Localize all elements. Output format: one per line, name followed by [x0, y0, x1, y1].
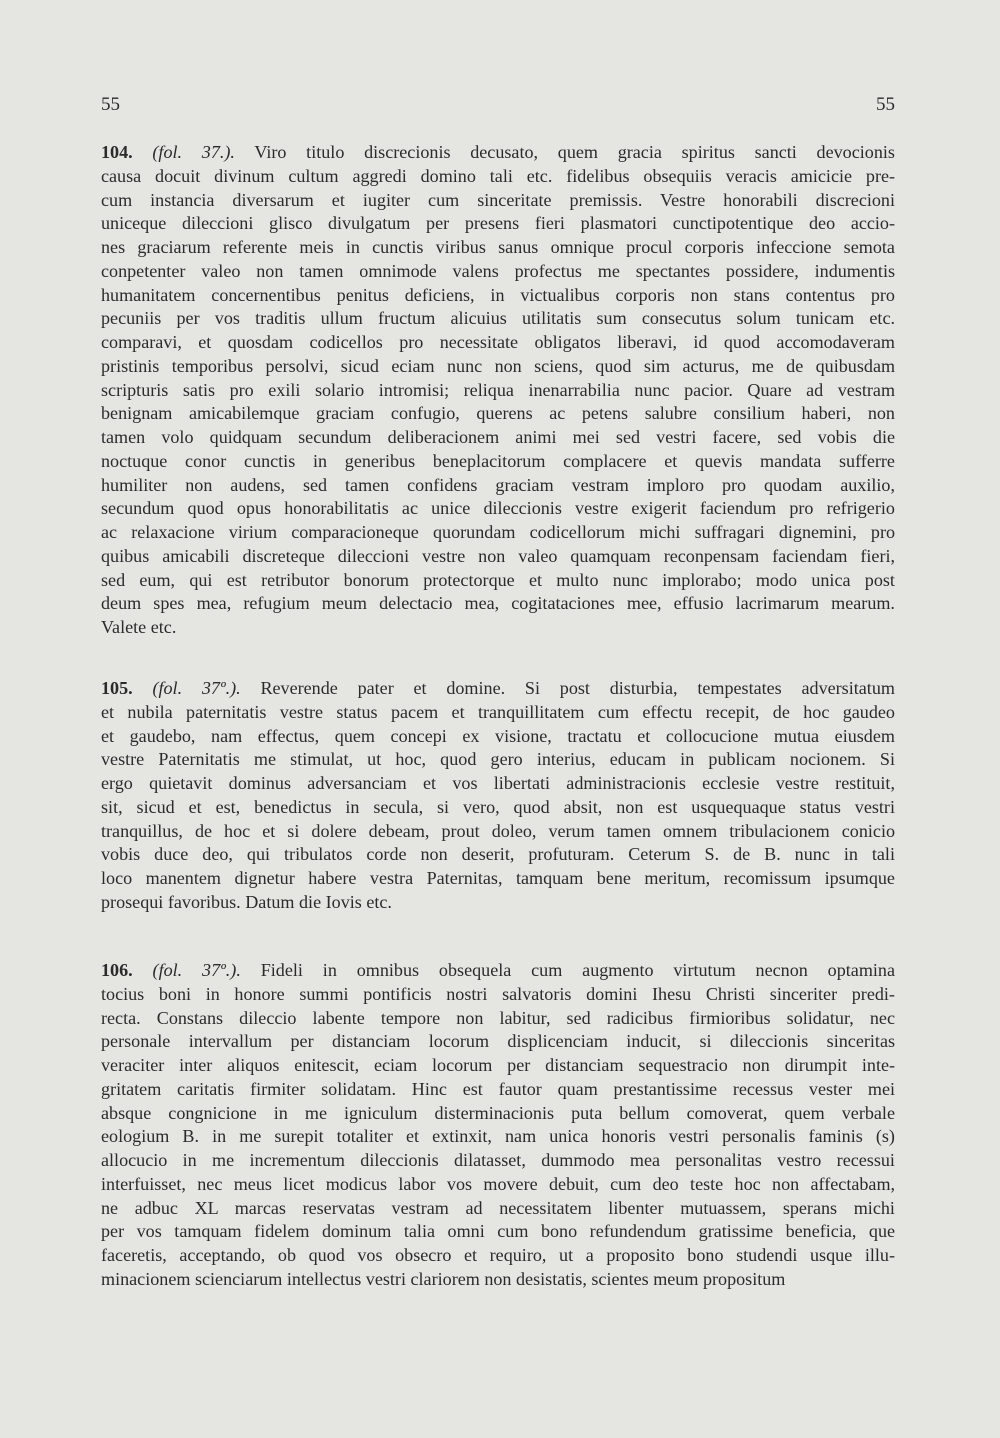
- line-text: secundum quod opus honorabilitatis ac unice dileccionis vestre exigerit faciendum pro refrigerio: [101, 498, 895, 519]
- entry-106: [101, 959, 895, 1292]
- text-line: [101, 772, 895, 796]
- line-text: eologium B. in me surepit totaliter et extinxit, nam unica honoris vestri personalis faminis (s): [101, 1126, 895, 1147]
- text-line: [101, 402, 895, 426]
- line-text: scripturis satis pro exili solario intromisi; reliqua inenarrabilia nunc pacior. Quare ad vestram: [101, 379, 895, 400]
- text-line: [101, 983, 895, 1007]
- line-text: noctuque conor cunctis in generibus beneplacitorum complacere et quevis mandata sufferre: [101, 450, 895, 471]
- entry-number: 106.: [101, 960, 133, 980]
- line-text: uniceque dileccioni glisco divulgatum per presens fieri plasmatori cunctipotentique deo accio-: [101, 213, 895, 234]
- text-line: [101, 497, 895, 521]
- page-header: [101, 94, 895, 118]
- text-line: [101, 1197, 895, 1221]
- line-text: veraciter inter aliquos enitescit, eciam locorum per distanciam sequestracio non dirumpit inte-: [101, 1055, 895, 1075]
- folio-reference: (fol. 37.).: [152, 142, 235, 162]
- text-line: [101, 1102, 895, 1126]
- text-line: [101, 569, 895, 593]
- text-line: [101, 189, 895, 213]
- text-line: [101, 820, 895, 844]
- text-line: [101, 959, 895, 983]
- text-line: [101, 307, 895, 331]
- entry-number: 104.: [101, 142, 133, 162]
- text-line: [101, 1220, 895, 1244]
- line-text: humanitatem concernentibus penitus deficiens, in victualibus corporis non stans contentus pro: [101, 284, 895, 305]
- text-line: [101, 1244, 895, 1268]
- line-text: recta. Constans dileccio labente tempore non labitur, sed radicibus firmioribus solidatur, nec: [101, 1007, 895, 1028]
- text-line: [101, 545, 895, 569]
- line-text: ac relaxacione virium comparacioneque quorundam codicellorum michi suffragari dignemini, pro: [101, 522, 895, 542]
- line-text: interfuisset, nec meus licet modicus labor vos movere debuit, cum deo teste hoc non affectabam,: [101, 1173, 895, 1194]
- text-line: [101, 141, 895, 165]
- text-line: [101, 725, 895, 749]
- text-line: [101, 212, 895, 236]
- line-text: tocius boni in honore summi pontificis nostri salvatoris domini Ihesu Christi sinceriter predi-: [101, 983, 895, 1004]
- text-line: [101, 284, 895, 308]
- folio-reference: (fol. 37º.).: [152, 960, 241, 980]
- entry-number: 105.: [101, 678, 133, 698]
- text-line: [101, 379, 895, 403]
- text-line: [101, 1030, 895, 1054]
- text-line: [101, 355, 895, 379]
- line-text: et gaudebo, nam effectus, quem concepi ex visione, tractatu et collocucione mutua eiusdem: [101, 725, 895, 746]
- entry-104: [101, 141, 895, 640]
- text-line: [101, 521, 895, 545]
- text-line: [101, 474, 895, 498]
- line-text: cum instancia diversarum et iugiter cum sinceritate premissis. Vestre honorabili discrecioni: [101, 189, 895, 210]
- text-line: [101, 796, 895, 820]
- text-line: [101, 426, 895, 450]
- text-line: [101, 1125, 895, 1149]
- line-text: vestre Paternitatis me stimulat, ut hoc, quod gero interius, educam in publicam nocionem. Si: [101, 749, 895, 770]
- text-line: [101, 867, 895, 891]
- text-line: [101, 677, 895, 701]
- line-text: tamen volo quidquam secundum deliberacionem animi mei sed vestri facere, sed vobis die: [101, 427, 895, 447]
- line-text: ne adbuc XL marcas reservatas vestram ad necessitatem libenter mutuassem, sperans michi: [101, 1197, 895, 1218]
- line-text: per vos tamquam fidelem dominum talia omni cum bono refundendum gratissime beneficia, que: [101, 1221, 895, 1242]
- text-line: [101, 616, 895, 640]
- text-line: [101, 1149, 895, 1173]
- text-line: [101, 236, 895, 260]
- text-line: [101, 331, 895, 355]
- line-text: allocucio in me incrementum dileccionis dilatasset, dummodo mea personalitas vestro recessui: [101, 1150, 895, 1170]
- line-text: gritatem caritatis firmiter solidatam. Hinc est fautor quam prestantissime recessus vester mei: [101, 1078, 895, 1099]
- page-number-right: 55: [876, 94, 895, 115]
- line-text: minacionem scienciarum intellectus vestri clariorem non desistatis, scientes meum propositum: [101, 1268, 786, 1289]
- text-line: [101, 450, 895, 474]
- line-text: causa docuit divinum cultum aggredi domino tali etc. fidelibus obsequiis veracis amicicie pre-: [101, 165, 895, 186]
- entry-105: [101, 677, 895, 915]
- line-text: benignam amicabilemque graciam confugio, querens ac petens salubre consilium haberi, non: [101, 403, 895, 424]
- text-line: [101, 260, 895, 284]
- folio-reference: (fol. 37º.).: [152, 678, 241, 698]
- line-text: faceretis, acceptando, ob quod vos obsecro et requiro, ut a proposito bono studendi usque illu-: [101, 1245, 895, 1265]
- line-text: sed eum, qui est retributor bonorum protectorque et multo nunc implorabo; modo unica post: [101, 569, 895, 590]
- text-line: [101, 1054, 895, 1078]
- line-text: prosequi favoribus. Datum die Iovis etc.: [101, 891, 392, 912]
- line-text: vobis duce deo, qui tribulatos corde non deserit, profuturam. Ceterum S. de B. nunc in tali: [101, 844, 895, 865]
- text-line: [101, 592, 895, 616]
- line-text: absque congnicione in me igniculum disterminacionis puta bellum comoverat, quem verbale: [101, 1102, 895, 1123]
- line-text: Viro titulo discrecionis decusato, quem gracia spiritus sancti devocionis: [254, 142, 895, 162]
- text-line: [101, 1268, 895, 1292]
- line-text: et nubila paternitatis vestre status pacem et tranquillitatem cum effectu recepit, de hoc gaudeo: [101, 701, 895, 722]
- page-number-left: 55: [101, 94, 120, 115]
- line-text: pecuniis per vos traditis ullum fructum alicuius utilitatis sum consecutus solum tunicam etc.: [101, 308, 895, 329]
- text-line: [101, 1173, 895, 1197]
- line-text: humiliter non audens, sed tamen confidens graciam vestram imploro pro quodam auxilio,: [101, 474, 895, 495]
- line-text: Fideli in omnibus obsequela cum augmento virtutum necnon optamina: [260, 960, 895, 980]
- text-line: [101, 891, 895, 915]
- line-text: deum spes mea, refugium meum delectacio mea, cogitataciones mee, effusio lacrimarum mearum.: [101, 593, 895, 614]
- text-line: [101, 701, 895, 725]
- line-text: quibus amicabili discreteque dileccioni vestre non valeo quamquam reconpensam faciendam fieri,: [101, 545, 895, 566]
- line-text: nes graciarum referente meis in cunctis viribus sanus omnique procul corporis infeccione semota: [101, 237, 895, 257]
- line-text: loco manentem dignetur habere vestra Paternitas, tamquam bene meritum, recomissum ipsumque: [101, 868, 895, 888]
- text-line: [101, 843, 895, 867]
- line-text: Reverende pater et domine. Si post disturbia, tempestates adversitatum: [260, 678, 895, 698]
- line-text: conpetenter valeo non tamen omnimode valens profectus me spectantes possidere, indumentis: [101, 260, 895, 281]
- line-text: personale intervallum per distanciam locorum displicenciam inducit, si dileccionis sinceritas: [101, 1031, 895, 1052]
- line-text: Valete etc.: [101, 617, 177, 637]
- line-text: sit, sicud et est, benedictus in secula, si vero, quod absit, non est usquequaque status vestri: [101, 796, 895, 817]
- line-text: pristinis temporibus persolvi, sicud eciam nunc non sciens, quod sim acturus, me de quibusdam: [101, 355, 895, 376]
- text-line: [101, 748, 895, 772]
- line-text: tranquillus, de hoc et si dolere debeam, prout doleo, verum tamen omnem tribulacionem conicio: [101, 820, 895, 841]
- line-text: ergo quietavit dominus adversanciam et vos libertati administracionis ecclesie vestre restituit,: [101, 773, 895, 793]
- text-line: [101, 1007, 895, 1031]
- text-line: [101, 165, 895, 189]
- text-line: [101, 1078, 895, 1102]
- line-text: comparavi, et quosdam codicellos pro necessitate obligatos liberavi, id quod accomodaveram: [101, 332, 895, 352]
